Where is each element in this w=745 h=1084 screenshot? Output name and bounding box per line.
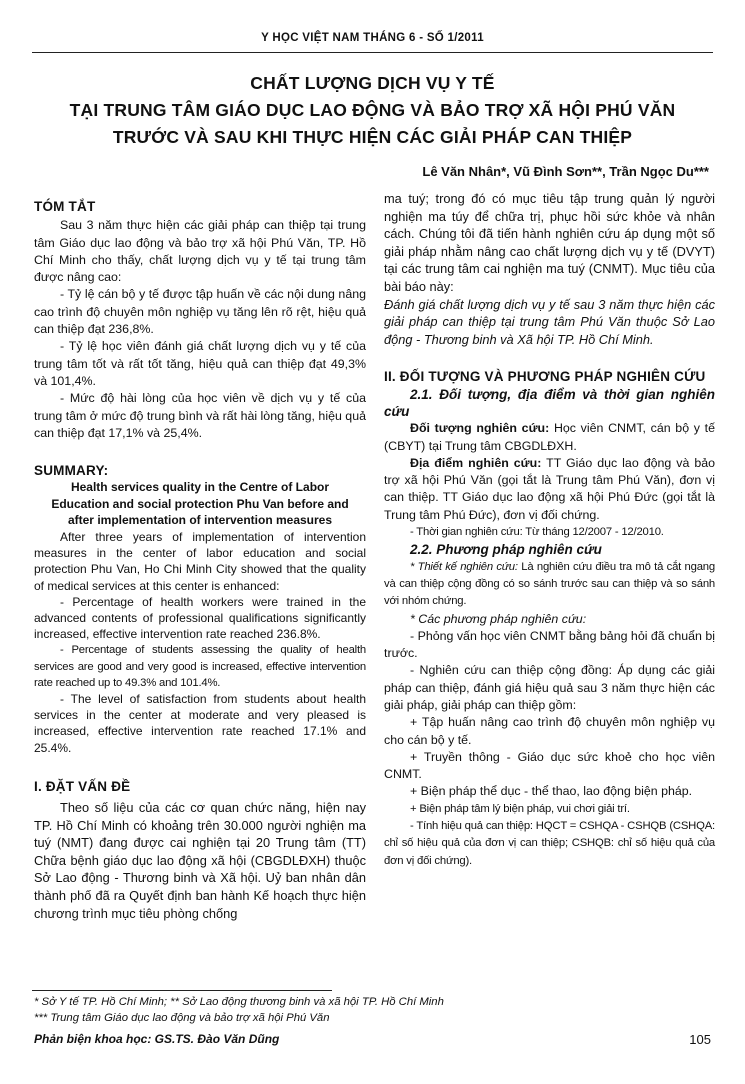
location-text: TT Giáo dục lao động và bảo trợ xã hội Phú Văn (gọi tắt là Trung tâm Phú Văn), đơn vị can thiệp. TT Giáo dục lao động xã hội Phú Đức (gọi tắt là Trung tâm Phú Đức), đơn vị đối chứng. (384, 455, 716, 522)
summary-title-line: Education and social protection Phu Van before and (51, 496, 349, 511)
abstract-paragraph: - Mức độ hài lòng của học viên về dịch vụ y tế của trung tâm ở mức độ trung bình và rất hài lòng tăng, hiệu quả can thiệp đạt 17,1% và 25,4%. (34, 391, 366, 440)
method-item: + Tập huấn nâng cao trình độ chuyên môn nghiệp vụ cho cán bộ y tế. (384, 715, 715, 747)
intro-continued: ma tuý; trong đó có mục tiêu tập trung quản lý người nghiện ma túy để chữa trị, phục hồi sức khỏe và nhân cách. Chúng tôi đã tiến hành nghiên cứu áp dụng một số giải pháp nhằm nâng cao chất lượng dịch vụ y tế (DVYT) tại các trung tâm cai nghiện ma tuý (CNMT). Mục tiêu của bài báo này: (384, 191, 715, 294)
method-item: - Tính hiệu quả can thiệp: HQCT = CSHQA - CSHQB (CSHQA: chỉ số hiệu quả của đơn vị can thiệp; CSHQB: chỉ số hiệu quả của đơn vị đối chứng). (384, 820, 715, 867)
summary-paragraph: After three years of implementation of intervention measures in the center of labor education and social protection Phu Van, Ho Chi Minh City showed that the quality of medical services at this center is enhanced: (34, 529, 366, 593)
method-item: + Truyền thông - Giáo dục sức khoẻ cho học viên CNMT. (384, 749, 715, 782)
summary-title (34, 479, 366, 529)
header-rule (32, 52, 713, 53)
methods-label: * Các phương pháp nghiên cứu: (410, 611, 587, 626)
location-label: Địa điểm nghiên cứu: (410, 455, 542, 470)
subjects-text: Học viên CNMT, cán bộ y tế (CBYT) tại Trung tâm CBGDLĐXH. (384, 421, 715, 453)
design-text: Là nghiên cứu điều tra mô tả cắt ngang và can thiệp cộng đồng có so sánh trước sau can thiệp và so sánh với nhóm chứng. (384, 560, 715, 608)
article-title (40, 70, 705, 151)
footnotes (34, 994, 715, 1026)
title-line-2: TẠI TRUNG TÂM GIÁO DỤC LAO ĐỘNG VÀ BẢO TRỢ XÃ HỘI PHÚ VĂN (69, 100, 676, 120)
summary-paragraph: - Percentage of students assessing the quality of health services are good and very good is increased, effective intervention rate reached up to 49.3% and 101.4%. (34, 644, 366, 689)
title-line-3: TRƯỚC VÀ SAU KHI THỰC HIỆN CÁC GIẢI PHÁP CAN THIỆP (112, 127, 633, 147)
study-time: - Thời gian nghiên cứu: Từ tháng 12/2007 - 12/2010. (410, 526, 664, 539)
intro-paragraph: Theo số liệu của các cơ quan chức năng, hiện nay TP. Hồ Chí Minh có khoảng trên 30.000 người nghiện ma tuý (NMT) đang được cai nghiện tại 20 Trung tâm (TT) Chữa bệnh giáo dục lao động xã hội (CBGDLĐXH) thuộc Sở Lao động - Thương binh và Xã hội. Uỷ ban nhân dân thành phố đã ra Quyết định ban hành Kế hoạch thực hiện chương trình mục tiêu phòng chống (34, 800, 366, 921)
summary-heading: SUMMARY: (34, 463, 109, 479)
subsection-2-1: 2.1. Đối tượng, địa điểm và thời gian nghiên cứu (384, 386, 715, 419)
method-item: - Nghiên cứu can thiệp cộng đồng: Áp dụng các giải pháp can thiệp, đánh giá hiệu quả sau 3 năm thực hiện các giải pháp, giải pháp can thiệp gồm: (384, 663, 715, 712)
summary-paragraph: - The level of satisfaction from students about health services in the center at moderate and very pleased is increased, effective intervention rate reached 17.1% and 25.4%. (34, 691, 366, 755)
objective: Đánh giá chất lượng dịch vụ y tế sau 3 năm thực hiện các giải pháp can thiệp tại trung tâm Phú Văn thuộc Sở Lao động - Thương binh và Xã hội TP. Hồ Chí Minh. (384, 296, 715, 347)
design-label: * Thiết kế nghiên cứu: (410, 560, 518, 573)
journal-header: Y HỌC VIỆT NAM THÁNG 6 - SỐ 1/2011 (261, 32, 484, 44)
reviewer: Phản biện khoa học: GS.TS. Đào Văn Dũng (34, 1032, 280, 1046)
abstract-paragraph: Sau 3 năm thực hiện các giải pháp can thiệp tại trung tâm Giáo dục lao động và bảo trợ xã hội Phú Văn, TP. Hồ Chí Minh cho thấy, chất lượng dịch vụ y tế tại trung tâm được nâng cao: (34, 218, 366, 285)
footnote-rule (32, 990, 332, 991)
subsection-2-2: 2.2. Phương pháp nghiên cứu (410, 542, 602, 558)
authors: Lê Văn Nhân*, Vũ Đình Sơn**, Trần Ngọc Du*** (422, 164, 709, 179)
abstract-paragraph: - Tỷ lệ học viên đánh giá chất lượng dịch vụ y tế của trung tâm tốt và rất tốt tăng, hiệu quả can thiệp đạt 49,3% và 101,4%. (34, 339, 366, 388)
summary-title-line: Health services quality in the Centre of Labor (70, 480, 330, 495)
method-item: - Phỏng vấn học viên CNMT bằng bảng hỏi đã chuẩn bị trước. (384, 628, 715, 661)
method-item: + Biện pháp tâm lý biện pháp, vui chơi giải trí. (410, 802, 630, 815)
summary-paragraph: - Percentage of health workers were trained in the advanced contents of professional qualifications significantly increased, effective intervention rate reached 236.8%. (34, 594, 366, 642)
subjects-label: Đối tượng nghiên cứu: (410, 421, 550, 436)
footnote-line: *** Trung tâm Giáo dục lao động và bảo trợ xã hội Phú Văn (34, 1012, 330, 1024)
footnote-line: * Sở Y tế TP. Hồ Chí Minh; ** Sở Lao động thương binh và xã hội TP. Hồ Chí Minh (34, 996, 444, 1008)
methods-heading: II. ĐỐI TƯỢNG VÀ PHƯƠNG PHÁP NGHIÊN CỨU (384, 369, 706, 385)
left-column (34, 198, 366, 922)
title-line-1: CHẤT LƯỢNG DỊCH VỤ Y TẾ (250, 73, 495, 93)
summary-title-line: after implementation of intervention measures (67, 513, 333, 528)
abstract-heading: TÓM TẮT (34, 199, 96, 214)
page-number: 105 (689, 1032, 711, 1047)
abstract-paragraph: - Tỷ lệ cán bộ y tế được tập huấn về các nội dung nâng cao trình độ chuyên môn nghiệp vụ tăng lên rõ rệt, hiệu quả can thiệp đạt 236,8%. (34, 287, 366, 337)
method-item: + Biện pháp thể dục - thể thao, lao động biện pháp. (410, 784, 693, 799)
right-column (384, 190, 715, 870)
intro-heading: I. ĐẶT VẤN ĐỀ (34, 778, 131, 794)
